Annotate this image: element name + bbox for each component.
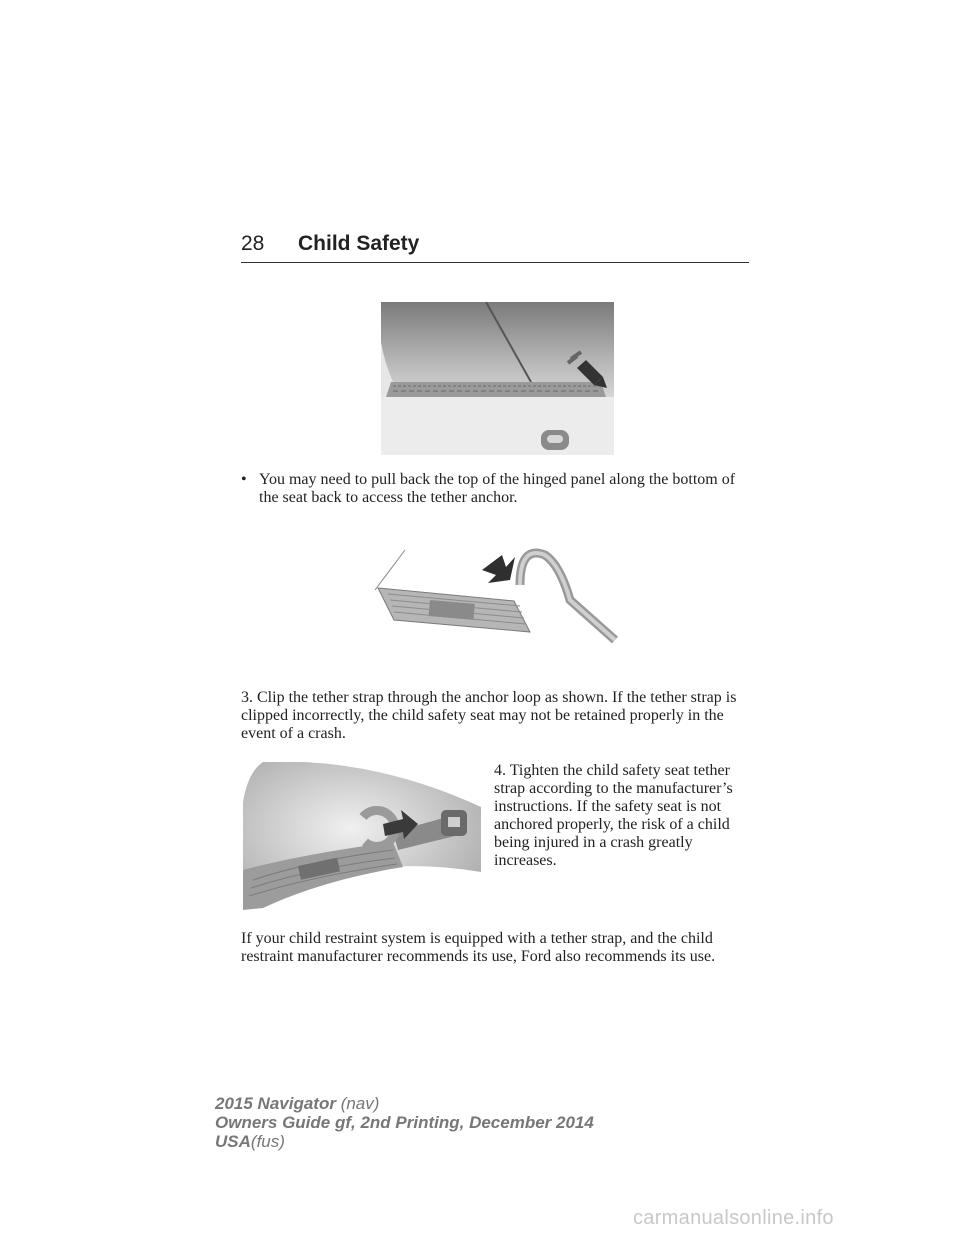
page-footer: [215, 1094, 594, 1151]
footer-region-code: (fus): [250, 1132, 285, 1151]
watermark: carmanualsonline.info: [633, 1207, 834, 1229]
closing-paragraph: If your child restraint system is equipped with a tether strap, and the child restraint manufacturer recommends its use, Ford also recommends its use.: [241, 930, 716, 965]
footer-model-code: (nav): [340, 1094, 380, 1113]
page-header: [241, 232, 749, 263]
step-4-text: 4. Tighten the child safety seat tether strap according to the manufacturer’s instructions. If the safety seat is not anchored properly, the risk of a child being injured in a crash greatly increases.: [494, 762, 733, 869]
footer-region: USA: [215, 1132, 251, 1151]
page-number: 28: [241, 232, 265, 255]
footer-guide: Owners Guide gf, 2nd Printing, December 2014: [215, 1113, 594, 1132]
step-3-text: 3. Clip the tether strap through the anchor loop as shown. If the tether strap is clipped incorrectly, the child safety seat may not be retained properly in the event of a crash.: [241, 689, 737, 742]
bullet-item: [241, 471, 751, 507]
hinged-panel-illustration: [381, 302, 614, 455]
bullet-text: You may need to pull back the top of the hinged panel along the bottom of the seat back to access the tether anchor.: [259, 471, 736, 506]
footer-model: 2015 Navigator: [215, 1094, 336, 1113]
section-title: Child Safety: [298, 232, 420, 255]
tighten-tether-illustration: [243, 762, 481, 910]
bullet-marker: •: [241, 471, 247, 488]
tether-clip-illustration: [370, 545, 620, 645]
